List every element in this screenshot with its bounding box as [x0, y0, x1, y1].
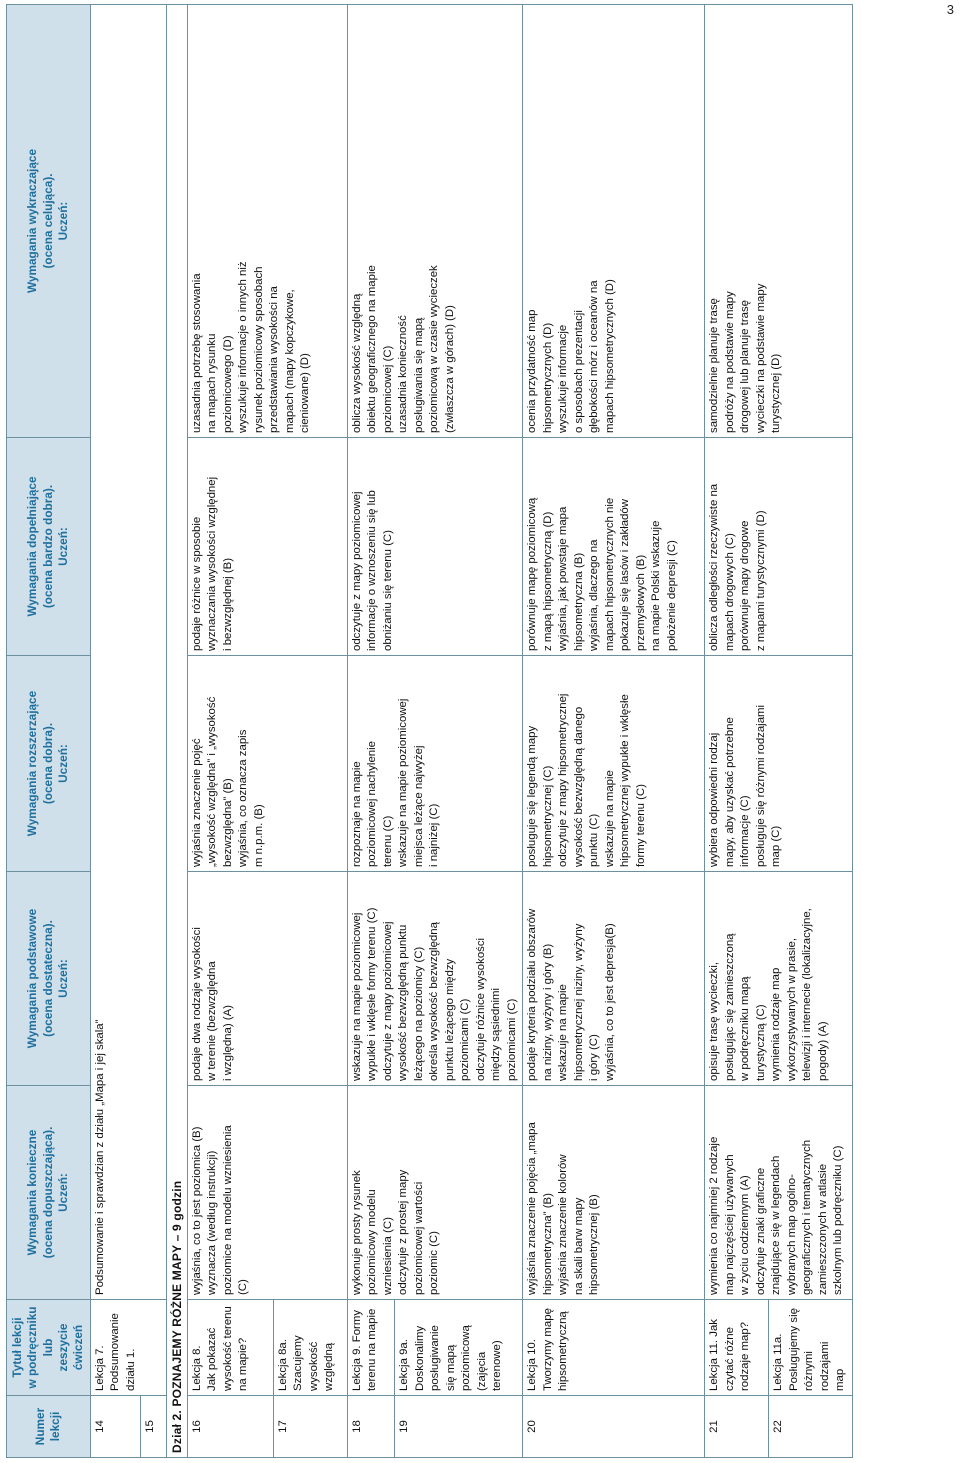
text-line: wyszukuje informacje [557, 324, 570, 433]
text-line: informacje (C) [739, 795, 752, 867]
text-line: „wysokość względna” i „wysokość [206, 696, 219, 867]
text-line: czytać różne [723, 1327, 736, 1391]
text-line: Lekcja 8. [190, 1345, 203, 1391]
text-line: odczytuje z mapy poziomicowej [381, 921, 394, 1081]
text-line: wyznaczania wysokości względnej [206, 476, 219, 651]
text-line: w podręczniku mapą [739, 976, 752, 1081]
text-line: poziomice na modelu wzniesienia [221, 1125, 234, 1295]
text-line: Wymagania konieczne [25, 1129, 40, 1256]
req-podstawowe [705, 872, 853, 1086]
text-line: punktu (C) [588, 813, 601, 867]
text-line: w życiu codziennym (A) [739, 1175, 752, 1295]
text-line: odczytuje z mapy hipsometrycznej [557, 693, 570, 867]
text-line: wskazuje na mapie poziomicowej [397, 698, 410, 867]
text-line: Jak pokazać [206, 1327, 219, 1391]
req-podstawowe [523, 872, 705, 1086]
text-line: poziomicową w czasie wycieczek [428, 265, 441, 433]
text-line: i względna) (A) [221, 1005, 234, 1081]
lesson-title [347, 1300, 394, 1396]
header-row [7, 5, 91, 1458]
text-line: hipsometryczną [557, 1311, 570, 1391]
text-line: Lekcja 7. [93, 1345, 106, 1391]
req-podstawowe [347, 872, 523, 1086]
lesson-number: 15 [140, 1396, 166, 1458]
req-wykraczajace [523, 5, 705, 438]
lesson-title [705, 1300, 769, 1396]
text-line: obiektu geograficznego na mapie [366, 265, 379, 433]
text-line: poziomicowej nachylenie [366, 741, 379, 867]
text-line: i góry (C) [588, 1034, 601, 1081]
text-line: uzasadnia konieczność [397, 315, 410, 433]
req-konieczne [187, 1086, 347, 1300]
text-line: turystycznej (D) [770, 353, 783, 433]
text-line: (zajęcia terenowe) [475, 1340, 504, 1391]
text-line: posługiwanie [429, 1325, 442, 1391]
header-wymagania-konieczne [7, 1086, 91, 1300]
text-line: cieniowane) (D) [299, 353, 312, 433]
text-line: hipsometrycznej (B) [588, 1194, 601, 1295]
text-line: na skali barw mapy [572, 1197, 585, 1295]
summary-cell: Podsumowanie i sprawdzian z działu „Mapa i jej skala” [90, 5, 166, 1300]
req-konieczne [347, 1086, 523, 1300]
table-row-20 [523, 5, 705, 1458]
text-line: na mapie? [237, 1337, 250, 1391]
text-line: szkolnym lub podręczniku (C) [832, 1145, 845, 1295]
table-row-16 [187, 5, 273, 1458]
requirements-table [6, 4, 853, 1458]
table-row-14 [90, 5, 140, 1458]
text-line: posługuje się różnymi rodzajami [754, 704, 767, 867]
lesson-number: 18 [347, 1396, 394, 1458]
text-line: (C) [237, 1279, 250, 1295]
req-dopelniajace [523, 438, 705, 656]
lesson-number: 20 [523, 1396, 705, 1458]
header-wymagania-rozszerzajace [7, 656, 91, 872]
text-line: m n.p.m. (B) [252, 804, 265, 867]
text-line: Tytuł lekcji [10, 1317, 24, 1378]
text-line: wzniesienia (C) [381, 1217, 394, 1295]
text-line: map najczęściej używanych [723, 1154, 736, 1295]
text-line: wysokość bezwzględną danego [572, 706, 585, 867]
text-line: (ocena dopuszczająca). [40, 1126, 55, 1259]
text-line: wyjaśnia, co to jest poziomica (B) [190, 1126, 203, 1295]
text-line: poziomicowej wartości [412, 1181, 425, 1295]
text-line: terenu na mapie [366, 1308, 379, 1391]
text-line: rozpoznaje na mapie [350, 761, 363, 867]
text-line: położenie depresji (C) [665, 540, 678, 651]
text-line: wyznacza (według instrukcji) [206, 1150, 219, 1295]
text-line: posługując się zamieszczoną [723, 933, 736, 1081]
text-line: hipsometryczna” (B) [541, 1193, 554, 1295]
page-number: 3 [946, 2, 954, 17]
text-line: Wymagania dopełniające [25, 476, 40, 617]
text-line: (ocena bardzo dobra). [40, 484, 55, 609]
text-line: Podsumowanie [109, 1313, 122, 1391]
text-line: mapach hipsometrycznych nie [603, 497, 616, 651]
text-line: określa wysokość bezwzględną [428, 922, 441, 1081]
text-line: telewizji i internecie (lokalizacyjne, [801, 908, 814, 1081]
text-line: w terenie (bezwzględna [206, 961, 219, 1081]
table-row-21 [705, 5, 769, 1458]
text-line: wyjaśnia, co oznacza zapis [237, 729, 250, 867]
text-line: bezwzględna” (B) [221, 778, 234, 867]
req-rozszerzajace [705, 656, 853, 872]
text-line: poziomic (C) [428, 1231, 441, 1295]
lesson-number: 21 [705, 1396, 769, 1458]
text-line: odczytuje różnice wysokości [474, 937, 487, 1081]
header-wymagania-wykraczajace [7, 5, 91, 438]
text-line: podaje różnice w sposobie [190, 516, 203, 651]
lesson-title [395, 1300, 523, 1396]
section-row [166, 5, 187, 1458]
header-wymagania-podstawowe [7, 872, 91, 1086]
text-line: informacje o wznoszeniu się lub [366, 490, 379, 651]
text-line: lekcji [48, 1411, 63, 1442]
text-line: i najniżej (C) [428, 803, 441, 867]
lesson-title [273, 1300, 347, 1396]
text-line: mapach (mapy kopczykowe, [283, 289, 296, 433]
text-line: znajdujące się w legendach [770, 1155, 783, 1295]
req-wykraczajace [187, 5, 347, 438]
text-line: Lekcja 9a. [398, 1339, 411, 1391]
text-line: (zwłaszcza w górach) (D) [443, 305, 456, 433]
text-line: Posługujemy się [787, 1308, 800, 1391]
text-line: z mapami turystycznymi (D) [754, 510, 767, 651]
text-line: odczytuje z mapy poziomicowej [350, 491, 363, 651]
text-line: poziomicowego (D) [221, 335, 234, 433]
text-line: Szacujemy [292, 1335, 305, 1391]
lesson-number: 14 [90, 1396, 140, 1458]
lesson-number: 16 [187, 1396, 273, 1458]
text-line: zeszycie ćwiczeń [55, 1323, 86, 1372]
text-line: wyjaśnia znaczenie kolorów [557, 1154, 570, 1295]
text-line: się mapą [444, 1344, 457, 1391]
text-line: (ocena celująca). [40, 173, 55, 269]
header-wymagania-dopelniajace [7, 438, 91, 656]
text-line: porównuje mapę poziomicową [526, 497, 539, 651]
text-line: wyszukuje informacje o innych niż [237, 261, 250, 433]
text-line: działu 1. [124, 1348, 137, 1391]
text-line: wybiera odpowiedni rodzaj [708, 732, 721, 867]
text-line: miejsca leżące najwyżej [412, 745, 425, 867]
text-line: podaje dwa rodzaje wysokości [190, 927, 203, 1081]
text-line: Uczeń: [55, 527, 70, 566]
text-line: wyjaśnia znaczenie pojęć [190, 738, 203, 867]
text-line: Uczeń: [55, 744, 70, 783]
text-line: na mapie Polski wskazuje [650, 520, 663, 651]
text-line: w podręczniku lub [25, 1306, 55, 1389]
lesson-title [90, 1300, 166, 1396]
section-title: Dział 2. POZNAJEMY RÓŻNE MAPY – 9 godzin [166, 5, 187, 1458]
text-line: odczytuje znaki graficzne [754, 1167, 767, 1295]
text-line: Lekcja 8a. [276, 1339, 289, 1391]
req-konieczne [523, 1086, 705, 1300]
text-line: Uczeń: [55, 201, 70, 241]
text-line: terenu (C) [381, 815, 394, 867]
text-line: leżącego na poziomicy (C) [412, 946, 425, 1081]
text-line: hipsometrycznej niziny, wyżyny [572, 923, 585, 1081]
text-line: wysokość [307, 1341, 320, 1391]
text-line: mapach hipsometrycznych (D) [603, 279, 616, 433]
text-line: turystyczną (C) [754, 1004, 767, 1081]
text-line: o sposobach prezentacji [572, 310, 585, 433]
text-line: oblicza odległości rzeczywiste na [708, 483, 721, 651]
text-line: poziomicami (C) [505, 998, 518, 1081]
text-line: map (C) [770, 825, 783, 867]
text-line: opisuje trasę wycieczki, [708, 961, 721, 1081]
lesson-number: 22 [769, 1396, 853, 1458]
text-line: wskazuje na mapie [603, 770, 616, 867]
lesson-title [187, 1300, 273, 1396]
text-line: z mapą hipsometryczną (D) [541, 511, 554, 651]
text-line: Wymagania rozszerzające [25, 690, 40, 837]
text-line: mapach drogowych (C) [723, 533, 736, 651]
text-line: wysokość terenu [221, 1306, 234, 1391]
text-line: hipsometryczna (B) [572, 552, 585, 651]
text-line: samodzielnie planuje trasę [708, 298, 721, 433]
text-line: wypukłe i wklęsłe formy terenu (C) [366, 907, 379, 1081]
table-row-18 [347, 5, 394, 1458]
lesson-number: 17 [273, 1396, 347, 1458]
text-line: (ocena dostateczna). [40, 920, 55, 1037]
text-line: różnymi rodzajami [803, 1341, 831, 1391]
text-line: względną [323, 1342, 336, 1391]
text-line: poziomicowy modelu [366, 1189, 379, 1295]
text-line: map [834, 1368, 847, 1391]
req-konieczne [705, 1086, 853, 1300]
req-rozszerzajace [347, 656, 523, 872]
text-line: wyjaśnia, jak powstaje mapa [557, 506, 570, 651]
text-line: posługiwania się mapą [412, 317, 425, 433]
text-line: porównuje mapy drogowe [739, 520, 752, 651]
text-line: Uczeń: [55, 1173, 70, 1212]
req-wykraczajace [347, 5, 523, 438]
text-line: na mapach rysunku [206, 333, 219, 433]
text-line: Uczeń: [55, 959, 70, 998]
text-line: obniżaniu się terenu (C) [381, 530, 394, 651]
text-line: między sąsiednimi [490, 987, 503, 1081]
text-line: wymienia rodzaje map [770, 967, 783, 1081]
text-line: wyjaśnia znaczenie pojęcia „mapa [526, 1122, 539, 1295]
text-line: punktu leżącego między [443, 958, 456, 1081]
rotated-table-container [6, 5, 952, 1458]
text-line: rodzaje map? [739, 1321, 752, 1391]
text-line: oblicza wysokość względną [350, 293, 363, 433]
req-dopelniajace [187, 438, 347, 656]
text-line: pogody) (A) [816, 1021, 829, 1081]
text-line: wykorzystywanych w prasie, [785, 937, 798, 1081]
text-line: podaje kryteria podziału obszarów [526, 908, 539, 1081]
text-line: podróży na podstawie mapy [723, 291, 736, 433]
lesson-title [523, 1300, 705, 1396]
text-line: Numer [32, 1407, 47, 1446]
text-line: wykonuje prosty rysunek [350, 1170, 363, 1295]
text-line: głębokości mórz i oceanów na [588, 280, 601, 433]
text-line: wybranych map ogólno- [785, 1174, 798, 1295]
text-line: przemysłowych (B) [634, 554, 647, 651]
req-wykraczajace [705, 5, 853, 438]
text-line: na niziny, wyżyny i góry (B) [541, 943, 554, 1081]
text-line: Doskonalimy [413, 1325, 426, 1391]
text-line: zamieszczonych w atlasie [816, 1163, 829, 1295]
text-line: odczytuje z prostej mapy [397, 1169, 410, 1295]
text-line: Wymagania podstawowe [25, 908, 40, 1049]
text-line: geograficznych i tematycznych [801, 1139, 814, 1295]
req-rozszerzajace [523, 656, 705, 872]
text-line: poziomicowej (C) [381, 345, 394, 433]
text-line: wymienia co najmniej 2 rodzaje [708, 1136, 721, 1295]
text-line: hipsometrycznych (D) [541, 322, 554, 433]
text-line: formy terenu (C) [634, 784, 647, 867]
text-line: Lekcja 11a. [772, 1333, 785, 1391]
text-line: posługuje się legendą mapy [526, 725, 539, 867]
req-dopelniajace [347, 438, 523, 656]
text-line: hipsometrycznej (C) [541, 765, 554, 867]
lesson-number: 19 [395, 1396, 523, 1458]
text-line: Lekcja 10. [526, 1339, 539, 1391]
text-line: rysunek poziomicowy sposobach [252, 266, 265, 433]
text-line: wskazuje na mapie [557, 984, 570, 1081]
text-line: Lekcja 11. Jak [708, 1319, 721, 1391]
header-numer-lekcji [7, 1396, 91, 1458]
req-dopelniajace [705, 438, 853, 656]
text-line: pokazuje się lasów i zakładów [619, 499, 632, 651]
lesson-title [769, 1300, 853, 1396]
text-line: Wymagania wykraczające [25, 148, 40, 294]
header-tytul-lekcji [7, 1300, 91, 1396]
text-line: hipsometrycznej wypukłe i wklęsłe [619, 694, 632, 867]
text-line: wysokość bezwzględną punktu [397, 924, 410, 1081]
req-podstawowe [187, 872, 347, 1086]
text-line: ocenia przydatność map [526, 309, 539, 433]
text-line: mapy, aby uzyskać potrzebne [723, 717, 736, 867]
text-line: poziomicami (C) [459, 998, 472, 1081]
text-line: wskazuje na mapie poziomicowej [350, 912, 363, 1081]
text-line: przedstawiania wysokości na [268, 286, 281, 433]
text-line: Tworzymy mapę [541, 1308, 554, 1391]
text-line: (ocena dobra). [40, 722, 55, 805]
text-line: i bezwzględnej (B) [221, 557, 234, 651]
text-line: wycieczki na podstawie mapy [754, 283, 767, 433]
text-line: uzasadnia potrzebę stosowania [190, 273, 203, 433]
text-line: drogowej lub planuje trasę [739, 300, 752, 433]
req-rozszerzajace [187, 656, 347, 872]
text-line: wyjaśnia, co to jest depresja(B) [603, 923, 616, 1081]
text-line: poziomicową [460, 1325, 473, 1391]
text-line: wyjaśnia, dlaczego na [588, 539, 601, 651]
text-line: Lekcja 9. Formy [350, 1309, 363, 1391]
